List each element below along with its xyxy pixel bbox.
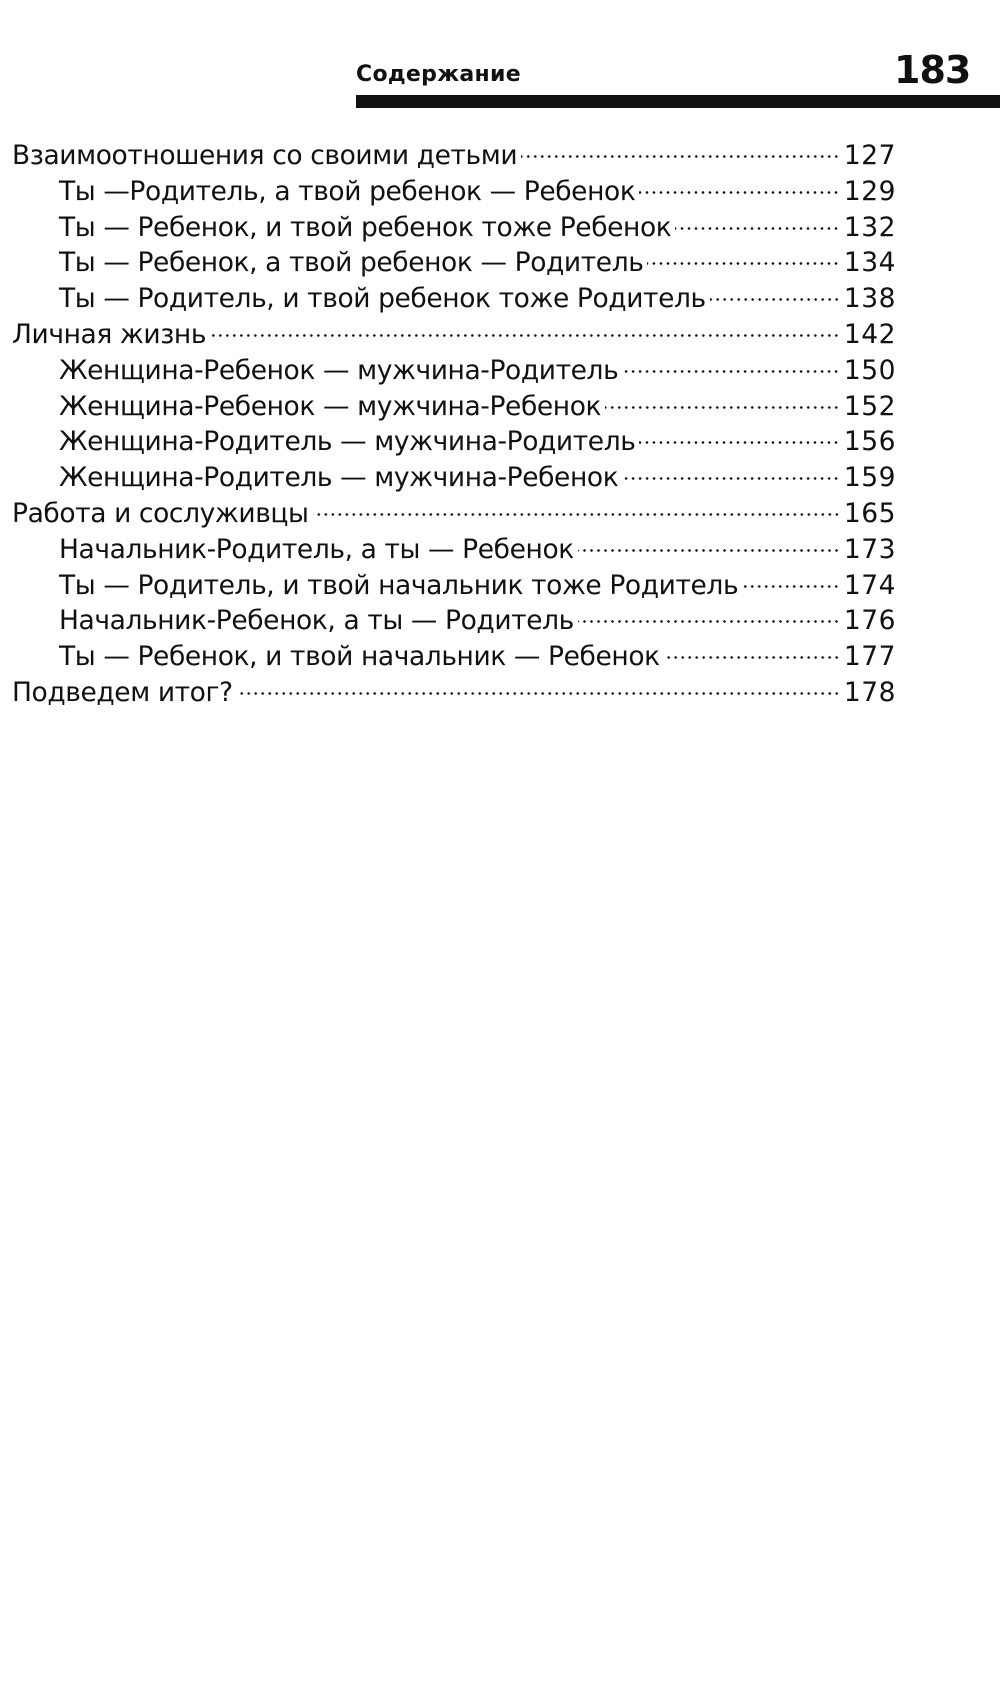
dot-leader	[605, 406, 840, 409]
toc-entry[interactable]	[12, 245, 896, 281]
dot-leader	[647, 262, 839, 265]
dot-leader	[664, 656, 840, 659]
header-rule	[356, 95, 1000, 108]
toc-entry-title: Женщина-Родитель — мужчина-Ребенок	[59, 462, 619, 494]
dot-leader	[210, 334, 840, 337]
toc-entry-page: 156	[843, 426, 896, 458]
toc-entry-page: 127	[843, 140, 896, 171]
toc-entry[interactable]	[12, 639, 896, 675]
dot-leader	[313, 513, 840, 516]
toc-entry[interactable]	[12, 496, 896, 532]
dot-leader	[675, 227, 840, 230]
toc-entry-title: Взаимоотношения со своими детьми	[12, 140, 518, 171]
toc-entry-page: 150	[843, 354, 896, 386]
toc-entry-title: Женщина-Родитель — мужчина-Родитель	[59, 426, 636, 458]
toc-entry-page: 152	[843, 390, 896, 422]
toc-entry-title: Ты —Родитель, а твой ребенок — Ребенок	[59, 175, 636, 207]
running-header	[356, 48, 1000, 114]
toc-entry-page: 176	[843, 605, 896, 637]
toc-entry-page: 138	[843, 283, 896, 315]
toc-entry-page: 173	[843, 533, 896, 565]
toc-entry-title: Ты — Ребенок, а твой ребенок — Родитель	[59, 247, 644, 279]
toc-entry-page: 165	[843, 497, 896, 529]
dot-leader	[742, 585, 840, 588]
toc-entry[interactable]	[12, 389, 896, 425]
toc-entry[interactable]	[12, 174, 896, 210]
toc-entry-title: Работа и сослуживцы	[12, 497, 309, 529]
toc-entry[interactable]	[12, 532, 896, 568]
toc-entry-title: Ты — Ребенок, и твой ребенок тоже Ребенок	[59, 211, 672, 243]
dot-leader	[622, 370, 840, 373]
toc-entry[interactable]	[12, 281, 896, 317]
dot-leader	[639, 441, 839, 444]
toc-entry-title: Начальник-Ребенок, а ты — Родитель	[59, 605, 574, 637]
toc-entry-page: 174	[843, 569, 896, 601]
toc-entry[interactable]	[12, 138, 896, 174]
toc-entry[interactable]	[12, 353, 896, 389]
dot-leader	[622, 477, 840, 480]
toc-entry[interactable]	[12, 675, 896, 711]
toc-entry[interactable]	[12, 317, 896, 353]
toc-entry-title: Ты — Родитель, и твой начальник тоже Родитель	[59, 569, 739, 601]
toc-entry-title: Ты — Ребенок, и твой начальник — Ребенок	[59, 641, 660, 673]
toc-entry[interactable]	[12, 460, 896, 496]
toc-entry-page: 132	[843, 211, 896, 243]
toc-entry-title: Ты — Родитель, и твой ребенок тоже Родитель	[59, 283, 706, 315]
page-number: 183	[894, 48, 971, 92]
toc-entry-title: Начальник-Родитель, а ты — Ребенок	[59, 533, 574, 565]
toc-entry[interactable]	[12, 424, 896, 460]
table-of-contents	[12, 138, 896, 711]
toc-entry-title: Женщина-Ребенок — мужчина-Ребенок	[59, 390, 602, 422]
dot-leader	[710, 298, 840, 301]
toc-entry-title: Женщина-Ребенок — мужчина-Родитель	[59, 354, 619, 386]
toc-entry-title: Личная жизнь	[12, 318, 207, 350]
dot-leader	[578, 620, 840, 623]
toc-entry[interactable]	[12, 210, 896, 246]
toc-entry-page: 142	[843, 318, 896, 350]
toc-entry-page: 129	[843, 175, 896, 207]
toc-entry[interactable]	[12, 568, 896, 604]
dot-leader	[639, 191, 839, 194]
toc-entry-page: 159	[843, 462, 896, 494]
toc-entry-page: 134	[843, 247, 896, 279]
header-title: Содержание	[356, 62, 521, 87]
dot-leader	[578, 549, 840, 552]
dot-leader	[521, 155, 840, 158]
toc-entry[interactable]	[12, 603, 896, 639]
dot-leader	[237, 692, 840, 695]
toc-entry-title: Подведем итог?	[12, 676, 233, 708]
toc-entry-page: 178	[843, 676, 896, 708]
toc-entry-page: 177	[843, 641, 896, 673]
